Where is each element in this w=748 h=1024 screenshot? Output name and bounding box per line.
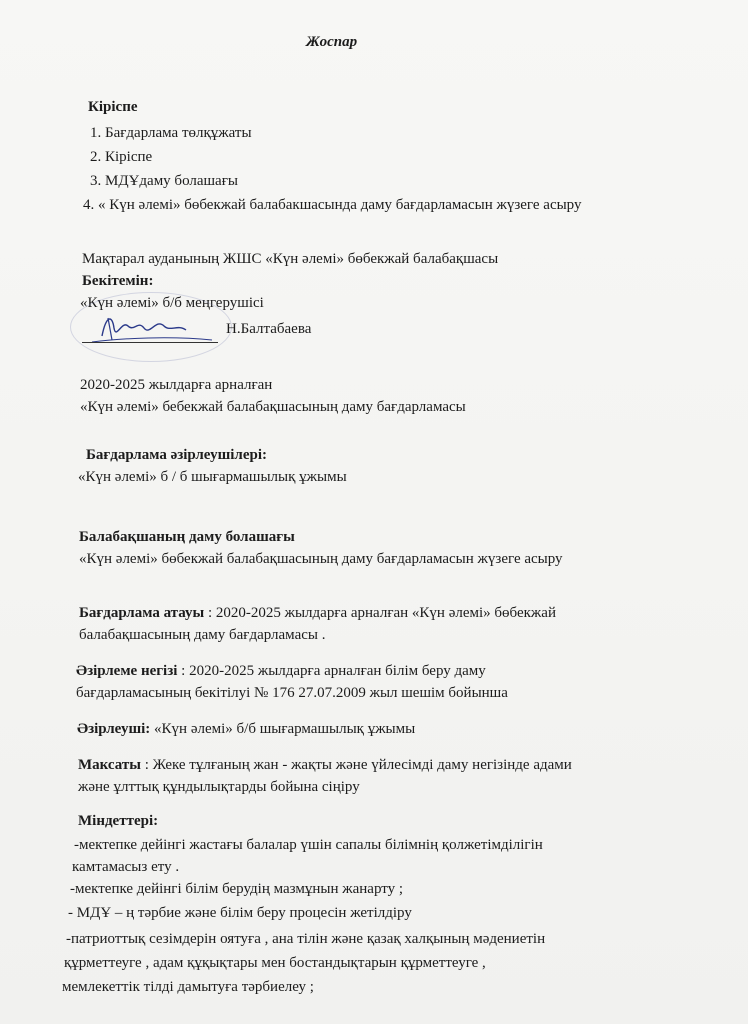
- task-line: құрметтеуге , адам құқықтары мен бостандықтарын құрметтеуге ,: [64, 955, 486, 971]
- program-name-value: : 2020-2025 жылдарға арналған «Күн әлемі» бөбекжай: [204, 605, 556, 621]
- program-name: «Күн әлемі» бебекжай балабақшасының даму бағдарламасы: [80, 399, 466, 415]
- developers-text: «Күн әлемі» б / б шығармашылық ұжымы: [78, 469, 347, 485]
- program-years: 2020-2025 жылдарға арналған: [80, 377, 273, 393]
- head-title: «Күн әлемі» б/б меңгерушісі: [80, 295, 264, 311]
- program-name-value-cont: балабақшасының даму бағдарламасы .: [79, 627, 326, 643]
- signature: [82, 306, 222, 354]
- toc-item: 1. Бағдарлама төлқұжаты: [90, 125, 252, 141]
- task-line: -мектепке дейінгі жастағы балалар үшін сапалы білімнің қолжетімділігін: [74, 837, 543, 853]
- task-line: мемлекеттік тілді дамытуға тәрбиелеу ;: [62, 979, 314, 995]
- page-title: Жоспар: [306, 34, 358, 50]
- developers-heading: Бағдарлама әзірлеушілері:: [86, 447, 267, 463]
- basis-label: Әзірлеме негізі: [76, 663, 178, 679]
- goal-label: Максаты: [78, 757, 141, 773]
- signatory-name: Н.Балтабаева: [226, 321, 312, 337]
- future-heading: Балабақшаның даму болашағы: [79, 529, 295, 545]
- program-name-label: Бағдарлама атауы: [79, 605, 205, 621]
- developer-row: [77, 720, 415, 739]
- toc-item: 3. МДҰдаму болашағы: [90, 173, 238, 189]
- task-line: -мектепке дейінгі білім берудің мазмұнын жанарту ;: [70, 881, 404, 897]
- toc-heading: Кіріспе: [88, 99, 138, 115]
- toc-item: 2. Кіріспе: [90, 149, 153, 165]
- organization-name: Мақтарал ауданының ЖШС «Күн әлемі» бөбекжай балабақшасы: [82, 251, 499, 267]
- developer-label: Әзірлеуші:: [77, 721, 151, 737]
- basis-row: [76, 662, 486, 681]
- tasks-heading: Міндеттері:: [78, 813, 159, 829]
- task-line: -патриоттық сезімдерін оятуға , ана тілін және қазақ халқының мәдениетін: [66, 931, 546, 947]
- goal-row: [78, 756, 572, 775]
- task-line: - МДҰ – ң тәрбие және білім беру процесін жетілдіру: [68, 905, 412, 921]
- signature-line: [82, 342, 218, 343]
- developer-value: «Күн әлемі» б/б шығармашылық ұжымы: [150, 721, 416, 737]
- future-text: «Күн әлемі» бөбекжай балабақшасының даму бағдарламасын жүзеге асыру: [79, 551, 563, 567]
- basis-value-cont: бағдарламасының бекітілуі № 176 27.07.2009 жыл шешім бойынша: [76, 685, 508, 701]
- goal-value-cont: және ұлттық құндылықтарды бойына сіңіру: [78, 779, 360, 795]
- approve-label: Бекітемін:: [82, 273, 154, 289]
- task-line: камтамасыз ету .: [72, 859, 180, 875]
- toc-item: 4. « Күн әлемі» бөбекжай балабакшасында даму бағдарламасын жүзеге асыру: [83, 197, 582, 213]
- program-name-row: [79, 604, 556, 623]
- goal-value: : Жеке тұлғаның жан - жақты және үйлесімді даму негізінде адами: [140, 757, 572, 773]
- basis-value: : 2020-2025 жылдарға арналған білім беру даму: [177, 663, 486, 679]
